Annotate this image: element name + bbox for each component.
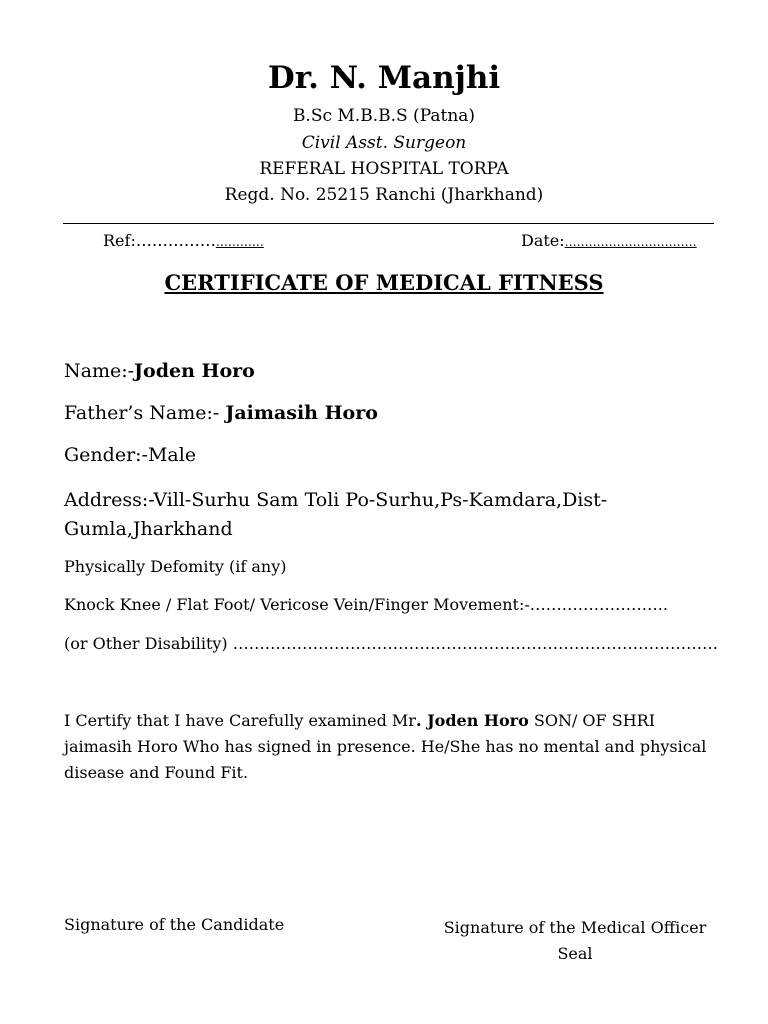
doctor-name: Dr. N. Manjhi bbox=[267, 60, 501, 96]
seal-label: Seal bbox=[557, 944, 593, 963]
certificate-title: CERTIFICATE OF MEDICAL FITNESS bbox=[164, 270, 604, 295]
father-name-label: Father’s Name:- bbox=[64, 402, 226, 424]
address-line: Address:-Vill-Surhu Sam Toli Po-Surhu,Ps-Kamdara,Dist-Gumla,Jharkhand bbox=[64, 489, 608, 540]
officer-signature-label: Signature of the Medical Officer bbox=[443, 918, 707, 937]
certification-name: . Joden Horo bbox=[415, 711, 529, 730]
doctor-degree: B.Sc M.B.B.S (Patna) bbox=[292, 106, 476, 126]
doctor-designation: Civil Asst. Surgeon bbox=[301, 133, 467, 153]
father-name-value: Jaimasih Horo bbox=[225, 402, 378, 424]
registration-number: Regd. No. 25215 Ranchi (Jharkhand) bbox=[224, 185, 544, 205]
ref-dots: ………… bbox=[215, 235, 264, 249]
ref-field bbox=[103, 231, 264, 250]
deformity-line: Physically Defomity (if any) bbox=[64, 557, 287, 576]
candidate-signature-label: Signature of the Candidate bbox=[64, 915, 285, 934]
ref-label: Ref:…………… bbox=[103, 231, 216, 250]
name-line bbox=[64, 360, 255, 382]
name-value: Joden Horo bbox=[134, 360, 255, 382]
certification-suffix: SON/ OF SHRI jaimasih Horo Who has signed in presence. He/She has no mental and physical disease and Found Fit. bbox=[64, 711, 707, 782]
gender-line: Gender:-Male bbox=[64, 444, 197, 466]
certification-paragraph bbox=[64, 708, 724, 786]
knock-knee-line: Knock Knee / Flat Foot/ Vericose Vein/Finger Movement:-…………………….. bbox=[64, 595, 668, 614]
hospital-name: REFERAL HOSPITAL TORPA bbox=[259, 159, 509, 179]
header-divider bbox=[63, 223, 714, 224]
other-disability-line: (or Other Disability) ………………………………………………………………………………. bbox=[64, 634, 718, 653]
officer-signature-block bbox=[430, 915, 720, 967]
date-label: Date: bbox=[521, 231, 565, 250]
name-label: Name:- bbox=[64, 360, 135, 382]
certification-prefix: I Certify that I have Carefully examined Mr bbox=[64, 711, 416, 730]
father-name-line bbox=[64, 402, 378, 424]
date-field bbox=[521, 231, 697, 250]
date-dots: …………………………… bbox=[564, 235, 697, 249]
